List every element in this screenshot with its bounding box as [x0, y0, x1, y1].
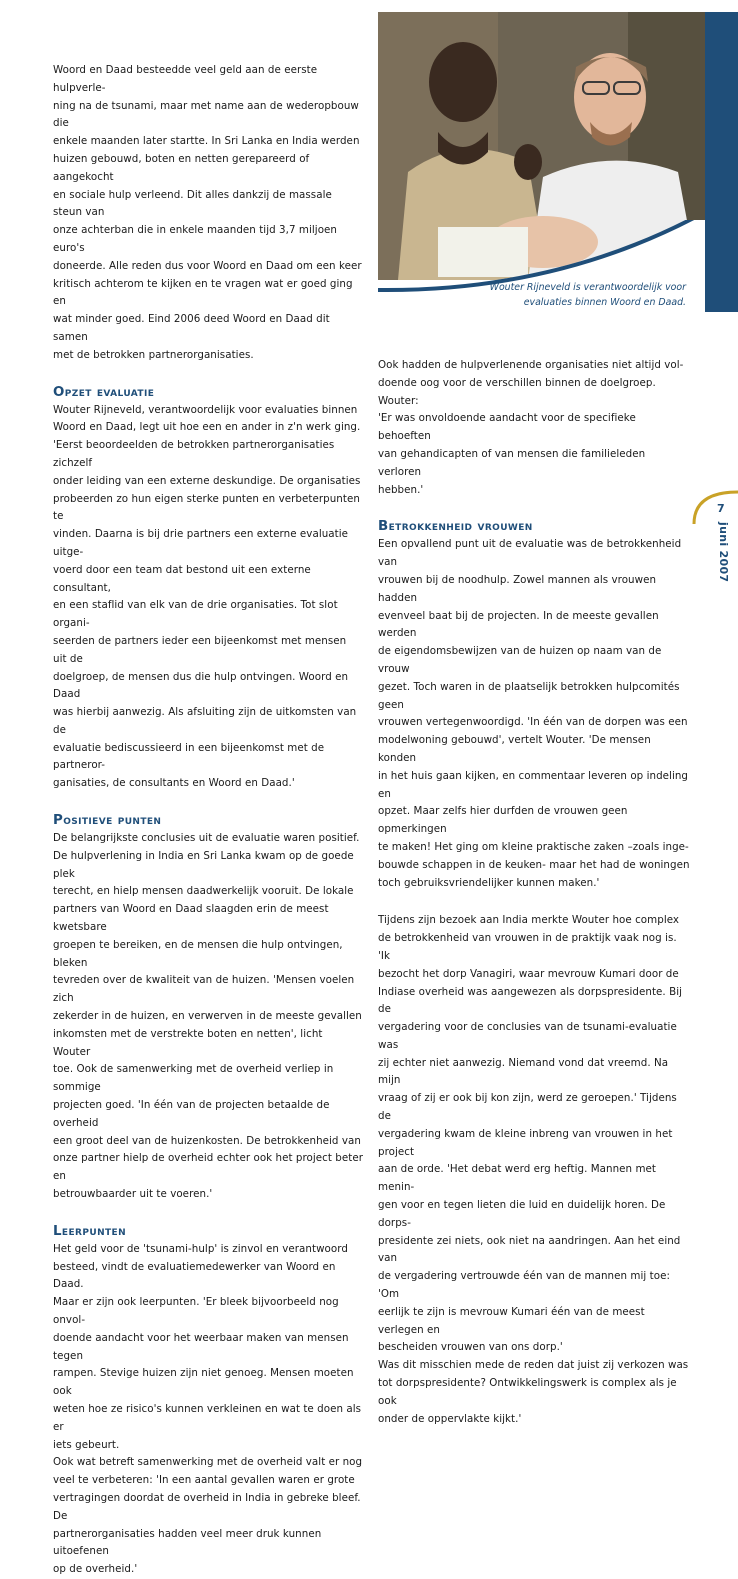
heading-betrokkenheid-vrouwen: Betrokkenheid vrouwen	[378, 519, 533, 535]
leerpunten-body: Het geld voor de 'tsunami-hulp' is zinvol en verantwoord besteed, vindt de evaluatiemedewerker van Woord en Daad. Maar er zijn ook leerpunten. 'Er bleek bijvoorbeeld nog onvol- doende aandacht voor het weerbaar maken van mensen tegen rampen. Stevige huizen zijn niet genoeg. Mensen moeten ook weten hoe ze risico's kunnen verkleinen en wat te doen als er iets gebeurt. Ook wat betreft samenwerking met de overheid valt er nog veel te verbeteren: 'In een aantal gevallen waren er grote vertragingen doordat de overheid in India in gebreke bleef. De partnerorganisaties hadden veel meer druk kunnen uitoefenen op de overheid.'	[53, 1242, 363, 1576]
opzet-evaluatie-body: Wouter Rijneveld, verantwoordelijk voor evaluaties binnen Woord en Daad, legt uit hoe een en ander in z'n werk ging. 'Eerst beoordeelden de betrokken partnerorganisaties zichzelf onder leiding van een externe deskundige. De organisaties probeerden zo hun eigen sterke punten en verbeterpunten te vinden. Daarna is bij drie partners een externe evaluatie uitge- voerd door een team dat bestond uit een externe consultant, en een staflid van elk van de drie organisaties. Tot slot organi- seerden de partners ieder een bijeenkomst met mensen uit de doelgroep, de mensen dus die hulp ontvingen. Woord en Daad was hierbij aanwezig. Als afsluiting zijn de uitkomsten van de evaluatie bediscussieerd in een bijeenkomst met de partneror- ganisaties, de consultants en Woord en Daad.'	[53, 403, 361, 790]
heading-positieve-punten: Positieve punten	[53, 813, 162, 829]
page-number: 7	[717, 502, 725, 515]
photo-caption-text: Wouter Rijneveld is verantwoordelijk voor evaluaties binnen Woord en Daad.	[489, 282, 686, 308]
right-paragraph-3: Tijdens zijn bezoek aan India merkte Wouter hoe complex de betrokkenheid van vrouwen in de praktijk vaak nog is. 'Ik bezocht het dorp Vanagiri, waar mevrouw Kumari door de Indiase overheid was aangewezen als dorpspresidente. Bij de vergadering voor de conclusies van de tsunami-evaluatie was zij echter niet aanwezig. Niemand vond dat vreemd. Na mijn vraag of zij er ook bij kon zijn, werd ze geroepen.' Tijdens de vergadering kwam de kleine inbreng van vrouwen in het project aan de orde. 'Het debat werd erg heftig. Mannen met menin- gen voor en tegen lieten die luid en duidelijk horen. De dorps- presidente zei niets, ook niet na aandringen. Aan het eind van de vergadering vertrouwde één van de mannen mij toe: 'Om eerlijk te zijn is mevrouw Kumari één van de meest verlegen en bescheiden vrouwen van ons dorp.' Was dit misschien mede de reden dat juist zij verkozen was tot dorpspresidente? Ontwikkelingswerk is complex als je ook onder de oppervlakte kijkt.'	[378, 914, 689, 1425]
heading-leerpunten: Leerpunten	[53, 1223, 127, 1239]
page-number-arc	[686, 484, 738, 544]
positieve-punten-body: De belangrijkste conclusies uit de evaluatie waren positief. De hulpverlening in India en Sri Lanka kwam op de goede plek terecht, en hielp mensen daadwerkelijk vooruit. De lokale partners van Woord en Daad slaagden erin de meest kwetsbare groepen te bereiken, en de mensen die hulp ontvingen, bleken tevreden over de kwaliteit van de huizen. 'Mensen voelen zich zekerder in de huizen, en verwerven in de meeste gevallen inkomsten met de verstrekte boten en netten', licht Wouter toe. Ook de samenwerking met de overheid verliep in sommige projecten goed. 'In één van de projecten betaalde de overheid een groot deel van de huizenkosten. De betrokkenheid van onze partner hielp de overheid echter ook het project beter en betrouwbaarder uit te voeren.'	[53, 832, 364, 1201]
intro-paragraph: Woord en Daad besteedde veel geld aan de eerste hulpverle- ning na de tsunami, maar met name aan de wederopbouw die enkele maanden later startte. In Sri Lanka en India werden huizen gebouwd, boten en netten gerepareerd of aangekocht en sociale hulp verleend. Dit alles dankzij de massale steun van onze achterban die in enkele maanden tijd 3,7 miljoen euro's doneerde. Alle reden dus voor Woord en Daad om een keer kritisch achterom te kijken en te vragen wat er goed ging en wat minder goed. Eind 2006 deed Woord en Daad dit samen met de betrokken partnerorganisaties.	[53, 64, 362, 361]
issue-date: juni 2007	[717, 522, 730, 583]
heading-opzet-evaluatie: Opzet evaluatie	[53, 384, 155, 400]
left-column	[53, 62, 363, 1579]
right-column	[378, 357, 690, 1428]
right-paragraph-1: Ook hadden de hulpverlenende organisaties niet altijd vol- doende oog voor de verschillen binnen de doelgroep. Wouter: 'Er was onvoldoende aandacht voor de specifieke behoeften van gehandicapten of van mensen die familieleden verloren hebben.'	[378, 359, 684, 496]
betrokkenheid-vrouwen-body: Een opvallend punt uit de evaluatie was de betrokkenheid van vrouwen bij de noodhulp. Zowel mannen als vrouwen hadden evenveel baat bij de projecten. In de meeste gevallen werden de eigendomsbewijzen van de huizen op naam van de vrouw gezet. Toch waren in de plaatselijk betrokken hulpcomités geen vrouwen vertegenwoordigd. 'In één van de dorpen was een modelwoning gebouwd', vertelt Wouter. 'De mensen konden in het huis gaan kijken, en commentaar leveren op indeling en opzet. Maar zelfs hier durfden de vrouwen geen opmerkingen te maken! Het ging om kleine praktische zaken –zoals inge- bouwde schappen in de keuken- maar het had de woningen toch gebruiksvriendelijker kunnen maken.'	[378, 538, 690, 889]
right-margin-band	[705, 12, 738, 312]
photo-caption	[420, 280, 686, 310]
